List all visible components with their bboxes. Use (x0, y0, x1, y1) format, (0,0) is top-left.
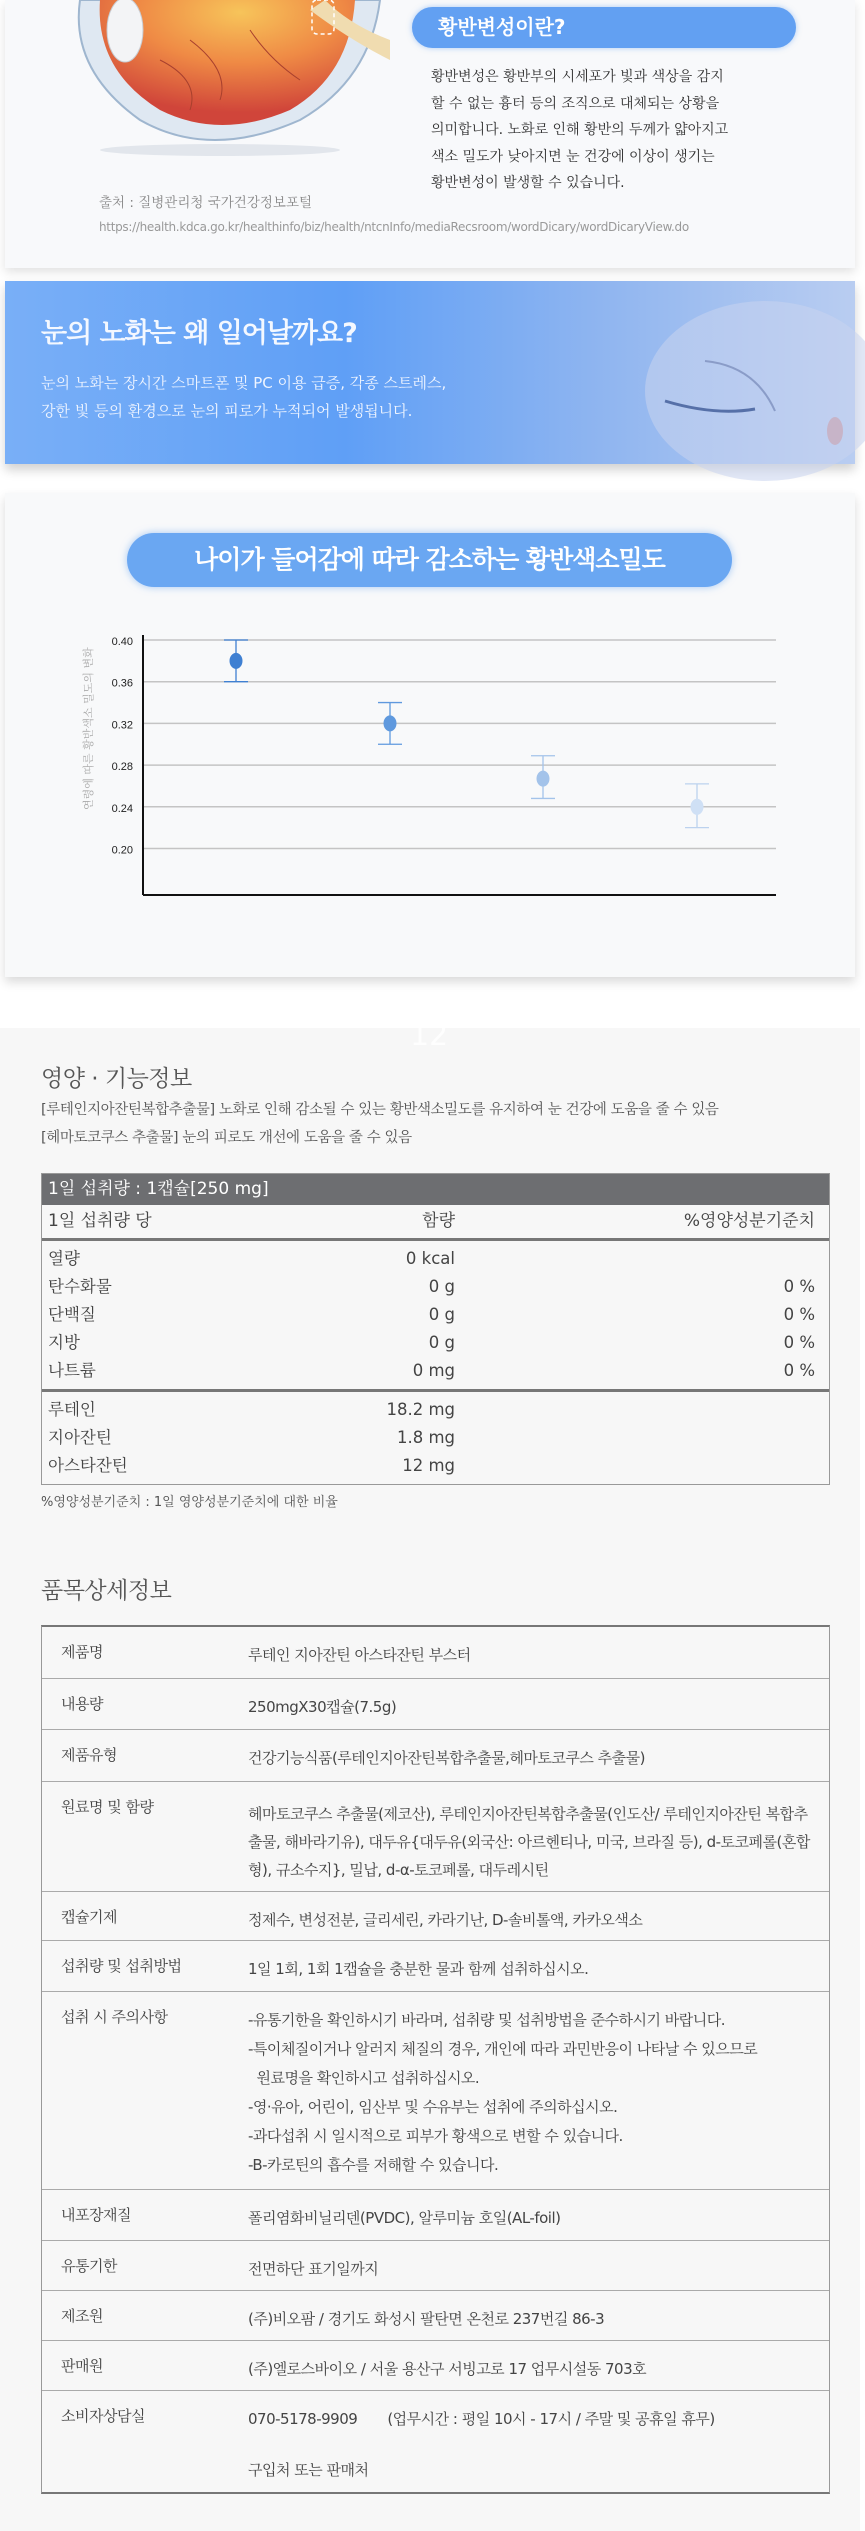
detail-label: 제품명 (61, 1643, 103, 1661)
detail-value (248, 1992, 829, 2189)
aging-line: 눈의 노화는 장시간 스마트폰 및 PC 이용 급증, 각종 스트레스, (41, 374, 447, 392)
nutrient-daily-value: 0 % (783, 1277, 815, 1296)
contact-extra: 구입처 또는 판매처 (248, 2461, 369, 2479)
data-point (691, 799, 704, 815)
nutrient-amount: 0 mg (412, 1361, 455, 1380)
nutrient-amount: 0 g (428, 1277, 455, 1296)
ingredient-amount: 12 mg (402, 1456, 455, 1475)
ingredient-row (42, 1452, 829, 1480)
caution-line: -특이체질이거나 알러지 체질의 경우, 개인에 따라 과민반응이 나타날 수 있으므로 (248, 2040, 758, 2058)
detail-row (42, 2241, 829, 2291)
detail-row (42, 1627, 829, 1679)
ingredient-name: 지아잔틴 (48, 1428, 112, 1447)
y-axis-label: 연령에 따른 황반색소 밀도의 변화 (82, 647, 95, 810)
detail-value: 폴리염화비닐리덴(PVDC), 알루미늄 호일(AL-foil) (248, 2209, 561, 2227)
daily-value-footnote: %영양성분기준치 : 1일 영양성분기준치에 대한 비율 (41, 1495, 338, 1510)
header-per-serving: 1일 섭취량 당 (48, 1211, 152, 1231)
detail-value: 전면하단 표기일까지 (248, 2260, 379, 2278)
nutrient-daily-value (455, 1245, 815, 1273)
detail-label: 제조원 (61, 2307, 103, 2325)
caution-line: -B-카로틴의 흡수를 저해할 수 있습니다. (248, 2156, 499, 2174)
function-claims (41, 1096, 719, 1152)
ingredient-amount: 1.8 mg (396, 1428, 455, 1447)
detail-value: 1일 1회, 1회 1캡슐을 충분한 물과 함께 섭취하십시오. (248, 1960, 589, 1978)
ingredient-group (42, 1392, 829, 1484)
nutrient-row (42, 1329, 829, 1357)
source-label: 출처 : 질병관리청 국가건강정보포털 (99, 195, 313, 211)
eye-aging-banner (5, 281, 855, 464)
detail-label: 원료명 및 함량 (61, 1798, 154, 1816)
description-line: 할 수 없는 흉터 등의 조직으로 대체되는 상황을 (431, 95, 720, 112)
nutrient-amount: 0 kcal (405, 1249, 455, 1268)
closed-eye-photo (645, 321, 865, 461)
caution-line: -과다섭취 시 일시적으로 피부가 황색으로 변할 수 있습니다. (248, 2127, 623, 2145)
detail-label: 내용량 (61, 1695, 103, 1713)
nutrient-row (42, 1357, 829, 1385)
description-line: 의미합니다. 노화로 인해 황반의 두께가 얇아지고 (431, 122, 729, 138)
product-details-table (41, 1625, 830, 2494)
y-tick-label: 0.40 (111, 636, 133, 648)
phone-number: 070-5178-9909 (248, 2410, 358, 2428)
description-line: 색소 밀도가 낮아지면 눈 건강에 이상이 생기는 (431, 148, 715, 165)
detail-value: (주)엘로스바이오 / 서울 용산구 서빙고로 17 업무시설동 703호 (248, 2360, 647, 2378)
macular-degeneration-heading: 황반변성이란? (412, 7, 796, 48)
nutrient-daily-value: 0 % (783, 1361, 815, 1380)
detail-label: 섭취량 및 섭취방법 (61, 1957, 182, 1975)
business-hours: (업무시간 : 평일 10시 - 17시 / 주말 및 공휴일 휴무) (387, 2410, 715, 2428)
detail-value: 250mgX30캡슐(7.5g) (248, 1698, 397, 1716)
contact-line (248, 2405, 815, 2434)
detail-label: 소비자상담실 (61, 2407, 145, 2425)
detail-value: 헤마토코쿠스 추출물(제코산), 루테인지아잔틴복합추출물(인도산/ 루테인지아잔틴 복합추출물, 해바라기유), 대두유{대두유(외국산: 아르헨티나, 미국, 브라질 등), d-토코페롤(혼합형), 규소수지}, 밀납, d-α-토코페롤, 대두레시틴 (248, 1805, 810, 1879)
nutrition-title: 영양 · 기능정보 (41, 1066, 192, 1092)
header-daily-value: %영양성분기준치 (683, 1211, 815, 1231)
nutrient-daily-value: 0 % (783, 1305, 815, 1324)
nutrient-daily-value: 0 % (783, 1333, 815, 1352)
claim: [헤마토코쿠스 추출물] 눈의 피로도 개선에 도움을 줄 수 있음 (41, 1130, 412, 1146)
details-title: 품목상세정보 (41, 1578, 172, 1604)
detail-value: 건강기능식품(루테인지아잔틴복합추출물,헤마토코쿠스 추출물) (248, 1749, 645, 1767)
caution-line: -유통기한을 확인하시기 바라며, 섭취량 및 섭취방법을 준수하시기 바랍니다. (248, 2011, 726, 2029)
macular-description (431, 64, 811, 197)
nutrient-name: 열량 (48, 1249, 80, 1268)
data-point (230, 653, 243, 669)
description-line: 황반변성은 황반부의 시세포가 빛과 색상을 감지 (431, 69, 724, 85)
nutrient-row (42, 1245, 829, 1273)
detail-row (42, 1892, 829, 1941)
serving-size: 1일 섭취량 : 1캡슐[250 mg] (42, 1174, 829, 1205)
ingredient-row (42, 1424, 829, 1452)
nutrient-name: 탄수화물 (48, 1277, 112, 1296)
nutrient-name: 나트륨 (48, 1361, 96, 1380)
detail-row (42, 1941, 829, 1992)
detail-row (42, 1782, 829, 1892)
aging-title: 눈의 노화는 왜 일어날까요? (41, 318, 357, 349)
detail-label: 섭취 시 주의사항 (61, 2008, 168, 2026)
detail-label: 판매원 (61, 2357, 103, 2375)
nutrient-name: 단백질 (48, 1305, 96, 1324)
macular-density-chart (0, 600, 860, 940)
aging-line: 강한 빛 등의 환경으로 눈의 피로가 누적되어 발생됩니다. (41, 402, 413, 420)
caution-line: 원료명을 확인하시고 섭취하십시오. (248, 2069, 480, 2087)
aging-description (41, 369, 446, 425)
detail-row (42, 1730, 829, 1782)
detail-value: 루테인 지아잔틴 아스타잔틴 부스터 (248, 1646, 471, 1664)
detail-value (248, 2391, 829, 2492)
claim: [루테인지아잔틴복합추출물] 노화로 인해 감소될 수 있는 황반색소밀도를 유지하여 눈 건강에 도움을 줄 수 있음 (41, 1102, 719, 1118)
page-number: 12 (410, 1018, 449, 1053)
detail-label: 내포장재질 (61, 2206, 131, 2224)
nutrient-row (42, 1273, 829, 1301)
detail-label: 제품유형 (61, 1746, 117, 1764)
y-tick-label: 0.24 (111, 802, 133, 815)
detail-row (42, 2190, 829, 2241)
nutrient-name: 지방 (48, 1333, 80, 1352)
detail-value: 정제수, 변성전분, 글리세린, 카라기난, D-솔비톨액, 카카오색소 (248, 1911, 643, 1929)
y-tick-label: 0.36 (111, 677, 133, 690)
nutrition-table (41, 1173, 830, 1485)
nutrient-row (42, 1301, 829, 1329)
detail-row (42, 2391, 829, 2492)
ingredient-name: 루테인 (48, 1400, 96, 1419)
nutrient-amount: 0 g (428, 1305, 455, 1324)
detail-value: (주)비오팜 / 경기도 화성시 팔탄면 온천로 237번길 86-3 (248, 2310, 605, 2328)
y-tick-label: 0.28 (111, 761, 133, 774)
detail-row (42, 2341, 829, 2391)
header-amount: 함량 (422, 1211, 455, 1231)
y-tick-label: 0.20 (111, 844, 133, 857)
eye-anatomy-illustration (50, 0, 390, 160)
data-point (537, 771, 550, 787)
detail-label: 캡슐기제 (61, 1908, 117, 1926)
detail-label: 유통기한 (61, 2257, 117, 2275)
nutrient-amount: 0 g (428, 1333, 455, 1352)
y-tick-label: 0.32 (111, 719, 133, 732)
detail-row (42, 1992, 829, 2190)
nutrition-header (42, 1205, 829, 1241)
ingredient-row (42, 1396, 829, 1424)
ingredient-amount: 18.2 mg (386, 1400, 455, 1419)
data-point (384, 715, 397, 731)
detail-row (42, 1679, 829, 1730)
source-url: https://health.kdca.go.kr/healthinfo/biz/health/ntcnInfo/mediaRecsroom/wordDicary/wordDicaryView.do (99, 220, 689, 234)
caution-line: -영·유아, 어린이, 임산부 및 수유부는 섭취에 주의하십시오. (248, 2098, 618, 2116)
ingredient-name: 아스타잔틴 (48, 1456, 128, 1475)
chart-title: 나이가 들어감에 따라 감소하는 황반색소밀도 (127, 533, 732, 587)
description-line: 황반변성이 발생할 수 있습니다. (431, 175, 625, 191)
nutrient-group (42, 1241, 829, 1392)
detail-row (42, 2291, 829, 2341)
